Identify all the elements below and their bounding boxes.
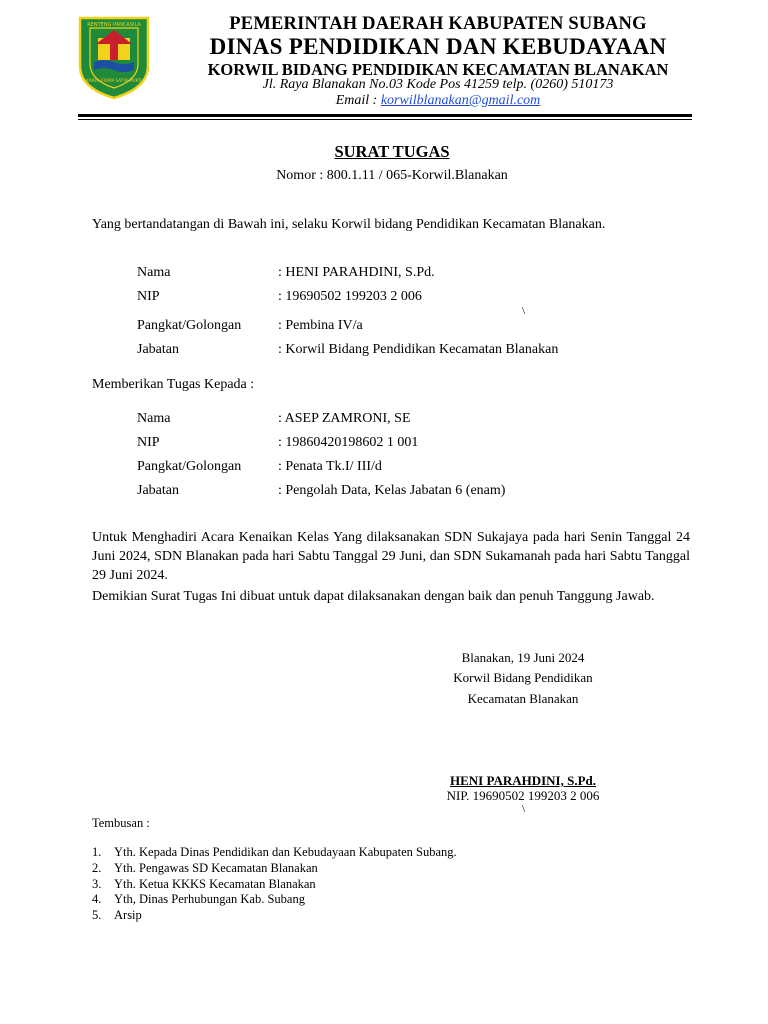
assignee-position-label: Jabatan — [137, 483, 179, 498]
cc-item-text: Yth. Kepada Dinas Pendidikan dan Kebudayaan Kabupaten Subang. — [114, 845, 457, 859]
cc-item-text: Yth. Ketua KKKS Kecamatan Blanakan — [114, 877, 316, 891]
signer-name: : HENI PARAHDINI, S.Pd. — [278, 265, 435, 280]
signature-name: HENI PARAHDINI, S.Pd. — [449, 773, 597, 788]
signature-position-line1: Korwil Bidang Pendidikan — [453, 670, 593, 685]
signer-nip: : 19690502 199203 2 006 — [278, 289, 422, 304]
cc-item-number: 3. — [92, 877, 102, 891]
cc-item-number: 1. — [92, 845, 102, 859]
subang-regency-logo — [76, 14, 152, 100]
assignee-nip: : 19860420198602 1 001 — [278, 435, 419, 450]
letterhead-divider-thick — [78, 114, 692, 117]
signer-rank: : Pembina IV/a — [278, 318, 363, 333]
signer-name-label: Nama — [137, 265, 171, 280]
letterhead-government: PEMERINTAH DAERAH KABUPATEN SUBANG — [229, 14, 647, 34]
cc-item — [92, 844, 457, 860]
letterhead-email-line — [168, 93, 708, 109]
signer-rank-label: Pangkat/Golongan — [137, 318, 242, 333]
assignee-nip-label: NIP — [137, 435, 160, 450]
cc-label: Tembusan : — [92, 816, 150, 830]
closing-paragraph: Demikian Surat Tugas Ini dibuat untuk dapat dilaksanakan dengan baik dan penuh Tanggung Jawab. — [92, 589, 655, 604]
signer-position: : Korwil Bidang Pendidikan Kecamatan Blanakan — [278, 342, 559, 357]
cc-item — [92, 876, 316, 892]
document-title: SURAT TUGAS — [334, 142, 450, 161]
assignee-name: : ASEP ZAMRONI, SE — [278, 411, 411, 426]
cc-item-text: Yth. Pengawas SD Kecamatan Blanakan — [114, 861, 318, 875]
signature-nip: NIP. 19690502 199203 2 006 — [446, 788, 600, 803]
cc-item-number: 2. — [92, 861, 102, 875]
cc-item — [92, 891, 305, 907]
cc-item-text: Yth, Dinas Perhubungan Kab. Subang — [114, 892, 305, 906]
cc-item-text: Arsip — [114, 908, 142, 922]
cc-item-number: 4. — [92, 892, 102, 906]
cc-item-number: 5. — [92, 908, 102, 922]
cc-item — [92, 907, 142, 923]
logo-bottom-text: KARYA UTAMA SATYA MUKTI — [86, 78, 142, 83]
assignment-intro: Memberikan Tugas Kepada : — [92, 377, 255, 392]
letterhead-divider-thin — [78, 119, 692, 120]
signature-place-date: Blanakan, 19 Juni 2024 — [461, 650, 585, 665]
signer-position-label: Jabatan — [137, 342, 179, 357]
opening-sentence: Yang bertandatangan di Bawah ini, selaku Korwil bidang Pendidikan Kecamatan Blanakan. — [92, 217, 606, 232]
signature-position-line2: Kecamatan Blanakan — [467, 691, 579, 706]
assignee-rank-label: Pangkat/Golongan — [137, 459, 242, 474]
assignee-name-label: Nama — [137, 411, 171, 426]
cc-item — [92, 860, 318, 876]
stray-backslash-mark: \ — [522, 305, 526, 317]
letterhead-agency: DINAS PENDIDIKAN DAN KEBUDAYAAN — [209, 34, 667, 59]
document-number: Nomor : 800.1.11 / 065-Korwil.Blanakan — [276, 168, 508, 183]
email-link[interactable]: korwilblanakan@gmail.com — [380, 93, 541, 108]
letterhead-office: KORWIL BIDANG PENDIDIKAN KECAMATAN BLANAKAN — [207, 60, 669, 79]
assignee-rank: : Penata Tk.I/ III/d — [278, 459, 382, 474]
stray-backslash-mark-2: \ — [522, 803, 526, 815]
email-label: Email : — [335, 93, 381, 108]
assignee-position: : Pengolah Data, Kelas Jabatan 6 (enam) — [278, 483, 506, 498]
assignment-body-paragraph: Untuk Menghadiri Acara Kenaikan Kelas Yang dilaksanakan SDN Sukajaya pada hari Senin Tanggal 24 Juni 2024, SDN Blanakan pada hari Sabtu Tanggal 29 Juni, dan SDN Sukamanah pada hari Sabtu Tanggal 29 Juni 2024. — [92, 530, 690, 583]
logo-top-text: RENTENG PANCASILA — [87, 22, 141, 28]
signer-nip-label: NIP — [137, 289, 160, 304]
letterhead-address: Jl. Raya Blanakan No.03 Kode Pos 41259 telp. (0260) 510173 — [262, 77, 614, 92]
